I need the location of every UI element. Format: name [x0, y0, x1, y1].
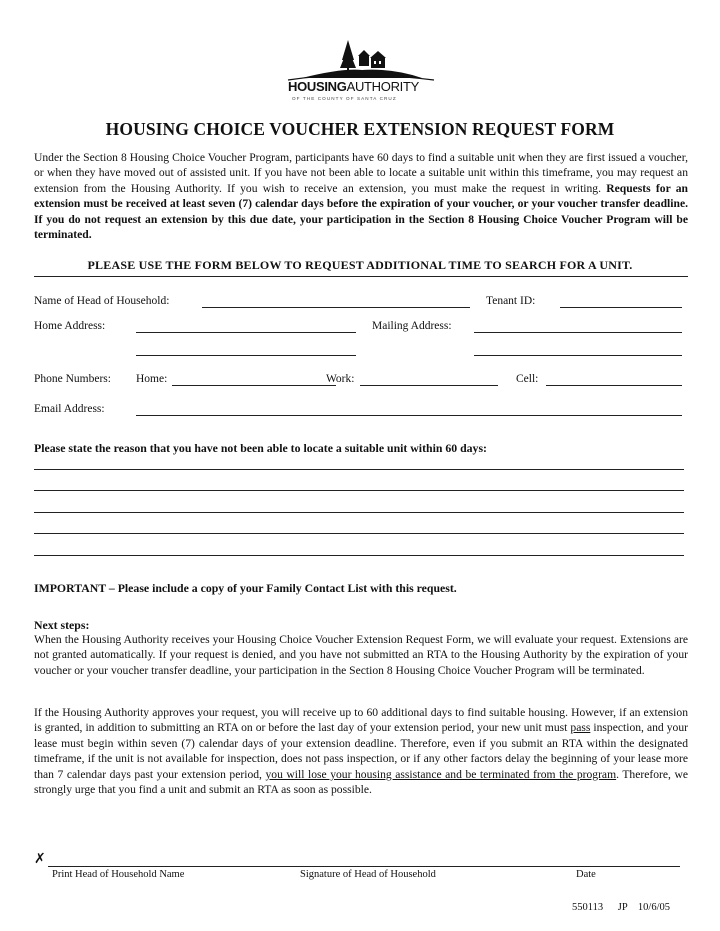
- mailing-address-field-2[interactable]: [474, 355, 682, 356]
- footer-code: 550113: [572, 902, 604, 913]
- logo-word-housing: HOUSING: [288, 79, 347, 94]
- home-address-label: Home Address:: [34, 320, 106, 332]
- footer-date: 10/6/05: [637, 902, 671, 913]
- home-phone-label: Home:: [136, 373, 168, 385]
- email-address-field[interactable]: [136, 415, 682, 416]
- mailing-address-field-1[interactable]: [474, 332, 682, 333]
- instruction-divider: [34, 276, 688, 277]
- form-instruction: PLEASE USE THE FORM BELOW TO REQUEST ADDITIONAL TIME TO SEARCH FOR A UNIT.: [87, 258, 633, 272]
- intro-warning: Requests for an extension must be received at least seven (7) calendar days before the expiration of your voucher, or your voucher transfer deadline. If you do not request an extension by this due date, your participation in the Section 8 Housing Choice Voucher Program will be terminated.: [34, 181, 688, 242]
- tenant-id-label: Tenant ID:: [486, 295, 536, 307]
- head-of-household-label: Name of Head of Household:: [34, 295, 170, 307]
- reason-label: Please state the reason that you have not been able to locate a suitable unit within 60 days:: [34, 441, 487, 455]
- para2-part-a: If the Housing Authority approves your request, you will receive up to 60 additional days to find suitable housing. However, if an extension is granted, in addition to submitting an RTA on or before the last day of your extension period, your new unit must: [34, 706, 688, 735]
- next-steps-heading: Next steps:: [34, 618, 90, 632]
- email-address-label: Email Address:: [34, 403, 105, 415]
- footer-reference: [572, 902, 670, 913]
- signature-line[interactable]: [48, 866, 680, 867]
- reason-line-3[interactable]: [34, 512, 684, 513]
- date-label: Date: [576, 869, 596, 880]
- work-phone-label: Work:: [326, 373, 355, 385]
- para2-part-c: . Therefore, we strongly urge that you find a unit and submit an RTA as soon as possible.: [34, 767, 688, 797]
- intro-paragraph: [34, 150, 688, 242]
- reason-line-4[interactable]: [34, 533, 684, 534]
- next-steps-paragraph-2: [34, 705, 688, 797]
- footer-initials: JP: [617, 902, 628, 913]
- signature-mark-icon: ✗: [34, 851, 46, 867]
- para2-part-b: inspection, and your lease must begin within seven (7) calendar days of your extension deadline. Therefore, even if you submit an RTA within the designated timeframe, if the unit is not available for inspection, does not pass inspection, or if any other factors delay the beginning of your lease more than 7 calendar days past your extension period,: [34, 721, 688, 781]
- head-of-household-field[interactable]: [202, 307, 470, 308]
- town-skyline-icon: [282, 38, 440, 82]
- print-name-label: Print Head of Household Name: [52, 869, 185, 880]
- page-title: HOUSING CHOICE VOUCHER EXTENSION REQUEST FORM: [105, 119, 615, 139]
- reason-line-2[interactable]: [34, 490, 684, 491]
- home-address-field-2[interactable]: [136, 355, 356, 356]
- logo-word-authority: AUTHORITY: [346, 79, 419, 94]
- logo-tagline: OF THE COUNTY OF SANTA CRUZ: [292, 96, 397, 101]
- signature-label: Signature of Head of Household: [300, 869, 436, 880]
- cell-phone-label: Cell:: [516, 373, 539, 385]
- para2-pass: pass: [570, 721, 591, 735]
- housing-authority-logo: [282, 38, 440, 108]
- tenant-id-field[interactable]: [560, 307, 682, 308]
- reason-line-5[interactable]: [34, 555, 684, 556]
- mailing-address-label: Mailing Address:: [372, 320, 452, 332]
- home-address-field-1[interactable]: [136, 332, 356, 333]
- para2-underlined-warning: you will lose your housing assistance and be terminated from the program: [265, 767, 617, 781]
- reason-line-1[interactable]: [34, 469, 684, 470]
- next-steps-paragraph-1: When the Housing Authority receives your Housing Choice Voucher Extension Request Form, we will evaluate your request. Extensions are not granted automatically. If your request is denied, and you have not submitted an RTA to the Housing Authority by the expiration of your voucher or your voucher transfer deadline, your participation in the Section 8 Housing Choice Voucher Program will be terminated.: [34, 633, 688, 677]
- cell-phone-field[interactable]: [546, 385, 682, 386]
- work-phone-field[interactable]: [360, 385, 498, 386]
- home-phone-field[interactable]: [172, 385, 336, 386]
- important-note: IMPORTANT – Please include a copy of your Family Contact List with this request.: [34, 581, 457, 595]
- phone-numbers-label: Phone Numbers:: [34, 373, 111, 385]
- intro-text: Under the Section 8 Housing Choice Voucher Program, participants have 60 days to find a suitable unit when they are first issued a voucher, or when they have moved out of assisted unit. If you have not been able to locate a suitable unit within this timeframe, you may request an extension from the Housing Authority. If you wish to receive an extension, you must make the request in writing.: [34, 151, 688, 195]
